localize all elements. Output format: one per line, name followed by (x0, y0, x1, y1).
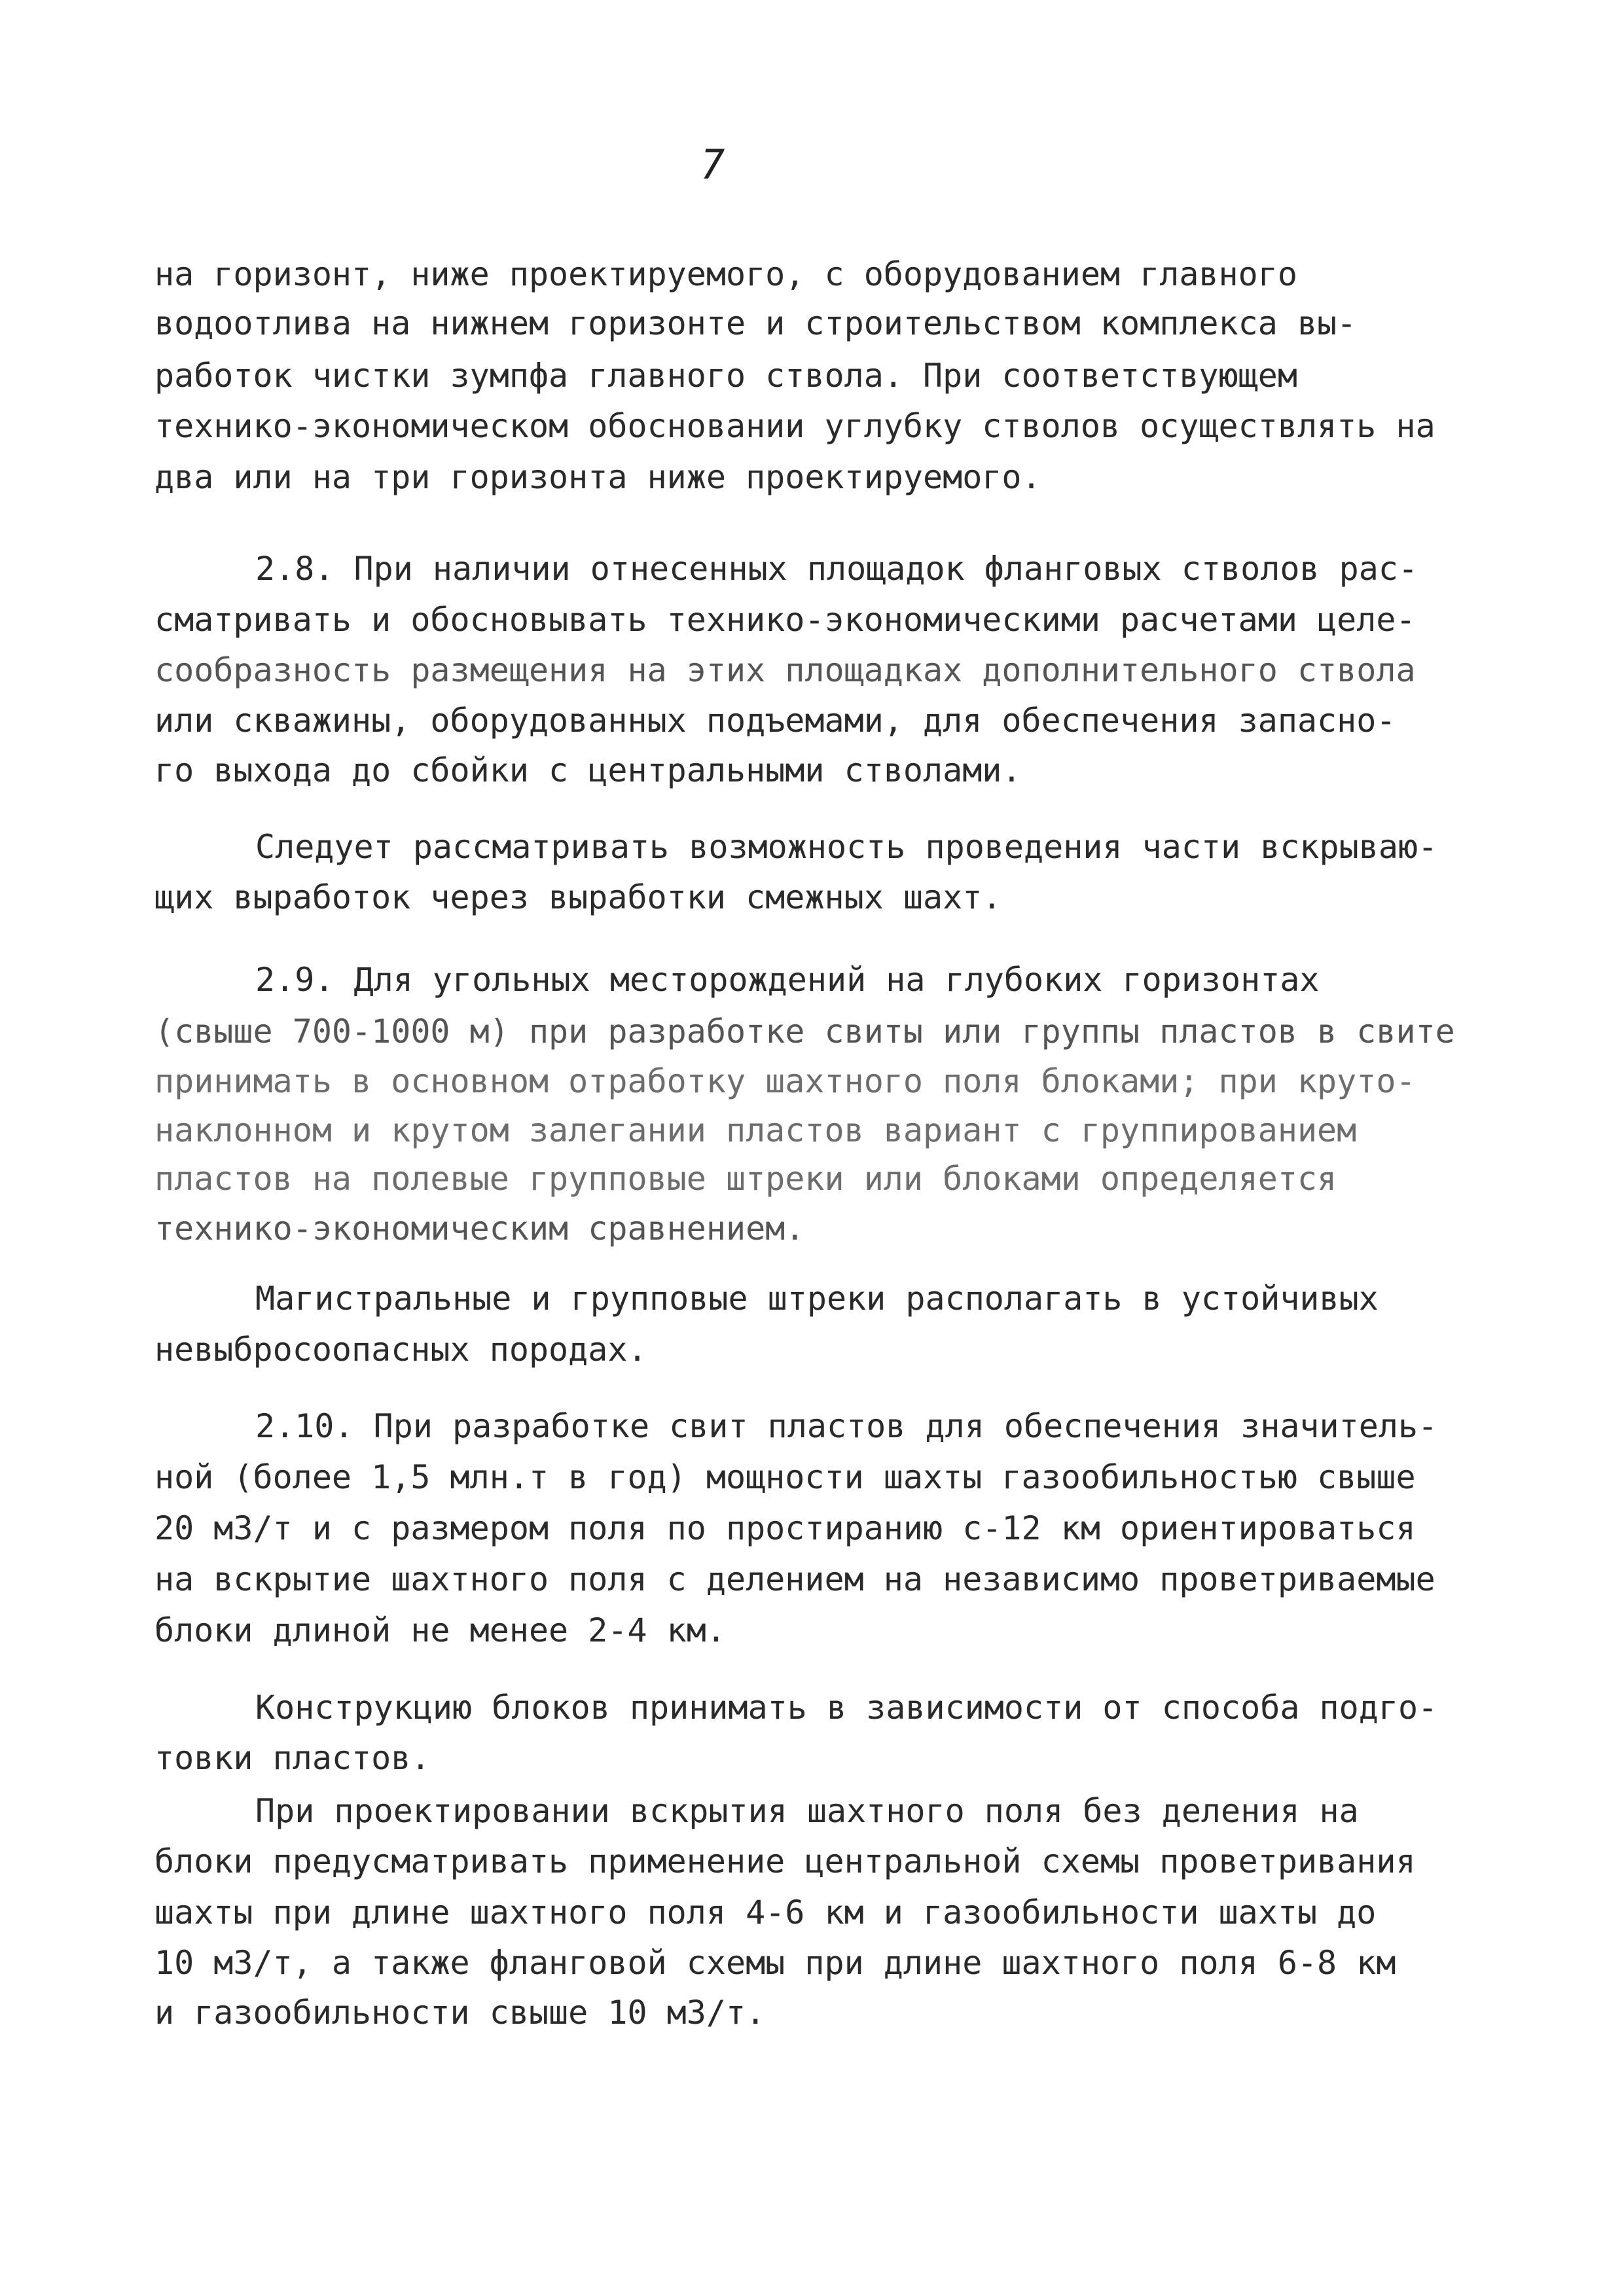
text-line: и газообильности свыше 10 м3/т. (154, 1994, 766, 2032)
text-line: При проектировании вскрытия шахтного поля без деления на (255, 1792, 1359, 1830)
text-line: Магистральные и групповые штреки располагать в устойчивых (255, 1280, 1379, 1318)
text-line: принимать в основном отработку шахтного поля блоками; при круто- (154, 1062, 1416, 1100)
text-line: блоки предусматривать применение центральной схемы проветривания (154, 1842, 1416, 1880)
text-line: (свыше 700-1000 м) при разработке свиты или группы пластов в свите (154, 1013, 1455, 1050)
text-line: Конструкцию блоков принимать в зависимости от способа подго- (255, 1689, 1438, 1727)
text-line: сообразность размещения на этих площадках дополнительного ствола (154, 651, 1416, 689)
text-line: водоотлива на нижнем горизонте и строительством комплекса вы- (154, 304, 1357, 342)
text-line: 2.8. При наличии отнесенных площадок фланговых стволов рас- (255, 550, 1418, 588)
text-line: пластов на полевые групповые штреки или блоками определяется (154, 1160, 1337, 1198)
text-line: сматривать и обосновывать технико-экономическими расчетами целе- (154, 601, 1416, 639)
text-line: наклонном и крутом залегании пластов вариант с группированием (154, 1111, 1357, 1149)
text-line: 2.10. При разработке свит пластов для обеспечения значитель- (255, 1407, 1438, 1445)
text-line: блоки длиной не менее 2-4 км. (154, 1611, 726, 1649)
text-line: невыбросоопасных породах. (154, 1331, 647, 1369)
text-line: щих выработок через выработки смежных шахт. (154, 878, 1002, 916)
text-line: или скважины, оборудованных подъемами, для обеспечения запасно- (154, 702, 1396, 740)
text-line: 20 м3/т и с размером поля по простиранию с-12 км ориентироваться (154, 1509, 1416, 1547)
text-line: шахты при длине шахтного поля 4-6 км и газообильности шахты до (154, 1893, 1377, 1931)
text-line: работок чистки зумпфа главного ствола. При соответствующем (154, 357, 1297, 395)
text-line: ной (более 1,5 млн.т в год) мощности шахты газообильностью свыше (154, 1458, 1416, 1496)
text-line: 2.9. Для угольных месторождений на глубоких горизонтах (255, 961, 1320, 999)
text-line: два или на три горизонта ниже проектируемого. (154, 458, 1041, 496)
text-line: технико-экономическим сравнением. (154, 1210, 805, 1247)
text-line: 10 м3/т, а также фланговой схемы при длине шахтного поля 6-8 км (154, 1944, 1396, 1982)
text-line: на вскрытие шахтного поля с делением на независимо проветриваемые (154, 1560, 1435, 1598)
page-number: 7 (700, 141, 725, 188)
text-line: Следует рассматривать возможность проведения части вскрываю- (255, 828, 1438, 866)
text-line: го выхода до сбойки с центральными стволами. (154, 751, 1022, 789)
text-line: технико-экономическом обосновании углубку стволов осуществлять на (154, 407, 1435, 445)
text-line: на горизонт, ниже проектируемого, с оборудованием главного (154, 255, 1297, 293)
text-line: товки пластов. (154, 1739, 431, 1777)
